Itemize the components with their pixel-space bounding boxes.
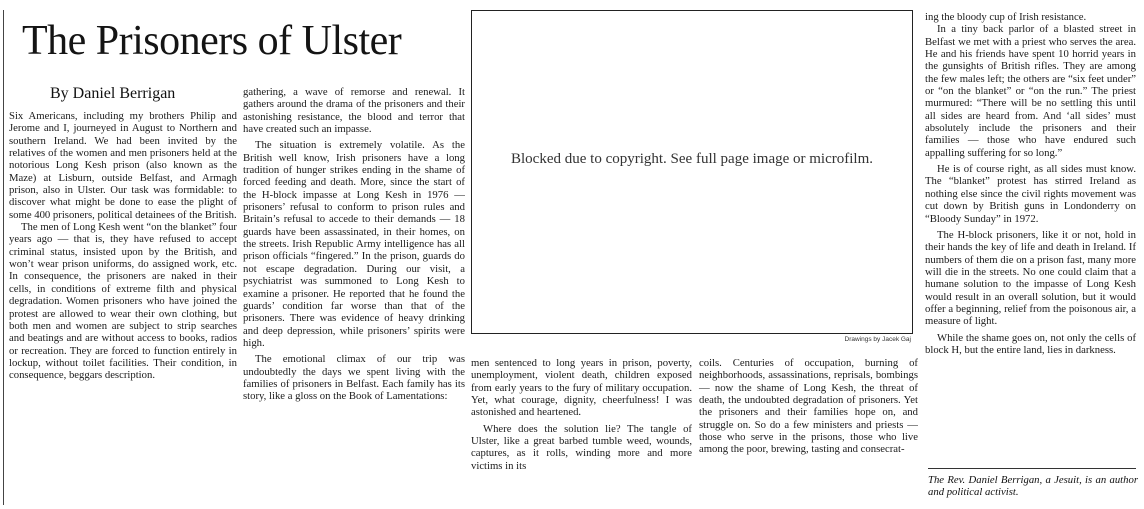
column-5 — [925, 11, 1136, 356]
paragraph: ing the bloody cup of Irish resistance. — [925, 11, 1087, 23]
copyright-notice: Blocked due to copyright. See full page image or microfilm. — [511, 151, 873, 167]
paragraph: The emotional climax of our trip was undoubtedly the days we spent living with the families of prisoners in Belfast. Each family has its story, like a gloss on the Book of Lamentations: — [243, 353, 465, 403]
paragraph: coils. Centuries of occupation, burning of neighborhoods, assassinations, reprisals, bombings — now the shame of Long Kesh, the threat of death, the undoubted degradation of prisoners. Yet the prisoners and their families hope on, and struggle on. So do a few ministers and priests — those who serve in the prisons, those who live among the poor, brewing, tasting and consecrat- — [699, 357, 918, 456]
article-byline: By Daniel Berrigan — [50, 85, 176, 102]
column-3 — [471, 357, 692, 472]
column-1 — [9, 110, 237, 382]
left-margin-rule — [3, 10, 4, 505]
article-title: The Prisoners of Ulster — [22, 18, 402, 64]
paragraph: gathering, a wave of remorse and renewal. It gathers around the drama of the prisoners and their astonishing resistance, the blood and terror that have created such an impasse. — [243, 86, 465, 136]
author-note: The Rev. Daniel Berrigan, a Jesuit, is an author and political activist. — [928, 474, 1138, 499]
column-4 — [699, 357, 918, 456]
paragraph: The H-block prisoners, like it or not, hold in their hands the key of life and death in Ireland. If numbers of them die on a prison fast, many more will die in the streets. No one could claim that a humane solution to the impasse of Long Kesh would result in an overall solution, but it would offer a beginning, relief from the poisonous air, a measure of light. — [925, 228, 1136, 328]
blocked-image-placeholder — [471, 10, 913, 334]
paragraph: In a tiny back parlor of a blasted street in Belfast we met with a priest who serves the area. He and his friends have spent 10 horrid years in the gunsights of British rifles. They are among the few males left; the others are “six feet under” or “on the blanket” or “on the run.” The priest murmured: “There will be no settling this until all sides are heard from. And ‘all sides’ must absolutely include the prisoners and their families — those who have endured such appalling suffering for so long.” — [925, 23, 1136, 159]
paragraph: Where does the solution lie? The tangle of Ulster, like a great barbed tumble weed, wounds, captures, as it rolls, winding more and more victims in its — [471, 422, 692, 472]
author-note-divider — [928, 468, 1136, 469]
paragraph: Six Americans, including my brothers Philip and Jerome and I, journeyed in August to Northern and southern Ireland. We had been invited by the relatives of the women and men prisoners held at the notorious Long Kesh prison (also known as the Maze) at Lisburn, outside Belfast, and Armagh prison, also in Ulster. Our task was formidable: to discover what might be done to ease the plight of some 400 prisoners, political detainees of the British. — [9, 110, 237, 221]
column-2 — [243, 86, 465, 403]
paragraph: The situation is extremely volatile. As the British well know, Irish prisoners have a long tradition of hunger strikes ending in the shame of forced feeding and death. More, since the start of the H-block impasse at Long Kesh in 1976 — prisoners’ refusal to conform to prison rules and Britain’s refusal to accede to their demands — 18 guards have been assassinated, in their homes, on the streets. Irish Republic Army intelligence has all prison officials “fingered.” In the prison, guards do not escape degradation. During our visit, a psychiatrist was summoned to Long Kesh to examine a prisoner. He reported that he found the guards’ condition far worse than that of the prisoners. There was evidence of heavy drinking and deep depression, while prisoners’ spirits were high. — [243, 139, 465, 349]
image-credit: Drawings by Jacek Gaj — [844, 336, 911, 343]
paragraph: While the shame goes on, not only the cells of block H, but the entire land, lies in darkness. — [925, 331, 1136, 356]
paragraph: men sentenced to long years in prison, poverty, unemployment, violent death, children exposed from early years to the fury of military occupation. Yet, what courage, dignity, cheerfulness! I was astonished and heartened. — [471, 357, 692, 419]
paragraph: He is of course right, as all sides must know. The “blanket” protest has stirred Ireland as nothing else since the civil rights movement was cut down by British guns in Londonderry on “Bloody Sunday” in 1972. — [925, 163, 1136, 225]
paragraph: The men of Long Kesh went “on the blanket” four years ago — that is, they have refused to accept criminal status, insisted upon by the British, and won’t wear prison uniforms, do assigned work, etc. In consequence, the prisoners are naked in their cells, in conditions of extreme filth and physical degradation. Women prisoners who have joined the protest are allowed to wear their own clothing, but both men and women are subject to strip searches and beatings and are without access to books, radios or recreation. They are forced to function entirely in lockup, without toilet facilities. Their condition, in consequence, beggars description. — [9, 221, 237, 382]
